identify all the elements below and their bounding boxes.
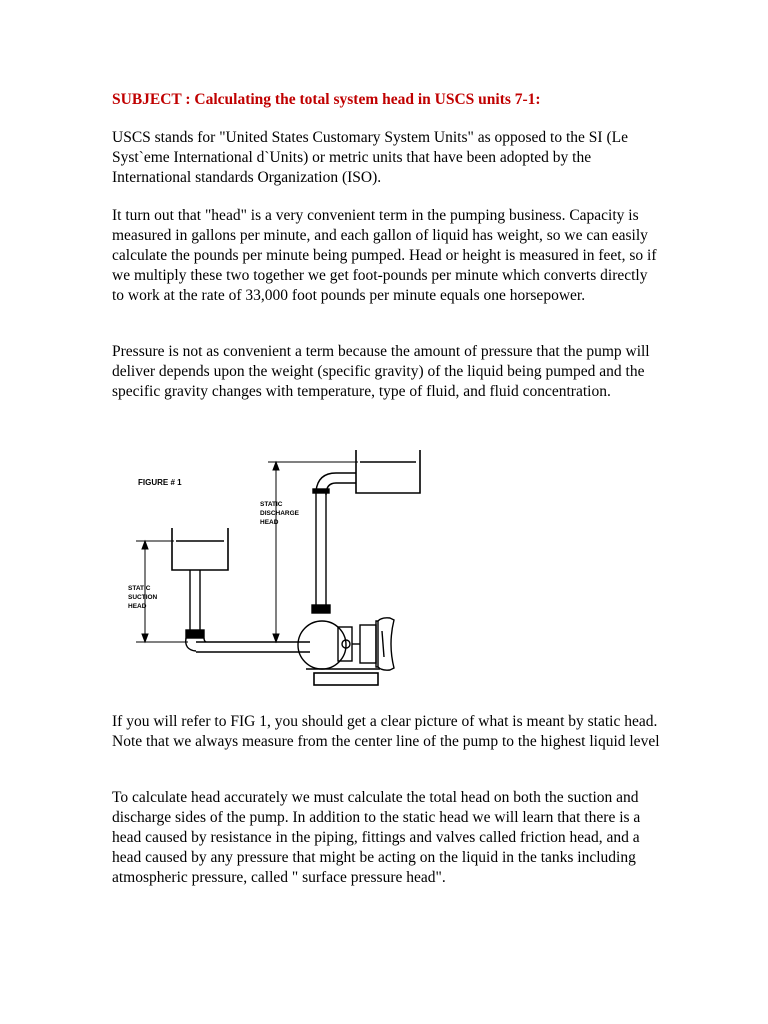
figure-title: FIGURE # 1 <box>138 478 182 487</box>
subject-heading: SUBJECT : Calculating the total system head in USCS units 7-1: <box>112 91 541 108</box>
svg-text:HEAD: HEAD <box>128 603 147 610</box>
discharge-head-label <box>260 501 300 526</box>
motor <box>360 618 394 670</box>
suction-tank <box>172 528 228 570</box>
figure-1-pump-diagram <box>110 445 440 690</box>
pump-base <box>306 669 380 685</box>
suction-pipe <box>186 570 310 652</box>
svg-text:STATIC: STATIC <box>128 585 151 592</box>
paragraph-total-head: To calculate head accurately we must calculate the total head on both the suction and discharge sides of the pump. In addition to the static head we will learn that there is a head caused by resistance in the piping, fittings and valves called friction head, and a head caused by any pressure that might be acting on the liquid in the tanks including atmospheric pressure, called " surface pressure head". <box>112 789 641 886</box>
paragraph-pressure: Pressure is not as convenient a term because the amount of pressure that the pump will deliver depends upon the weight (specific gravity) of the liquid being pumped and the specific gravity changes with temperature, type of fluid, and fluid concentration. <box>112 343 650 400</box>
suction-head-label <box>128 585 158 610</box>
paragraph-head-term: It turn out that "head" is a very convenient term in the pumping business. Capacity is measured in gallons per minute, and each gallon of liquid has weight, so we can easily calculate the pounds per minute being pumped. Head or height is measured in feet, so if we multiply these two together we get foot-pounds per minute which converts directly to work at the rate of 33,000 foot pounds per minute equals one horsepower. <box>112 207 657 304</box>
discharge-tank <box>356 450 420 493</box>
pump-system-diagram <box>110 445 440 690</box>
svg-text:STATIC: STATIC <box>260 501 283 508</box>
svg-text:DISCHARGE: DISCHARGE <box>260 510 300 517</box>
pump <box>298 621 360 669</box>
paragraph-uscs-definition: USCS stands for "United States Customary System Units" as opposed to the SI (Le Syst`eme International d`Units) or metric units that have been adopted by the International standards Organization (ISO). <box>112 129 628 186</box>
svg-text:SUCTION: SUCTION <box>128 594 158 601</box>
svg-text:HEAD: HEAD <box>260 519 279 526</box>
paragraph-fig-reference: If you will refer to FIG 1, you should get a clear picture of what is meant by static head. Note that we always measure from the center line of the pump to the highest liquid level <box>112 713 660 750</box>
discharge-pipe <box>312 473 356 613</box>
